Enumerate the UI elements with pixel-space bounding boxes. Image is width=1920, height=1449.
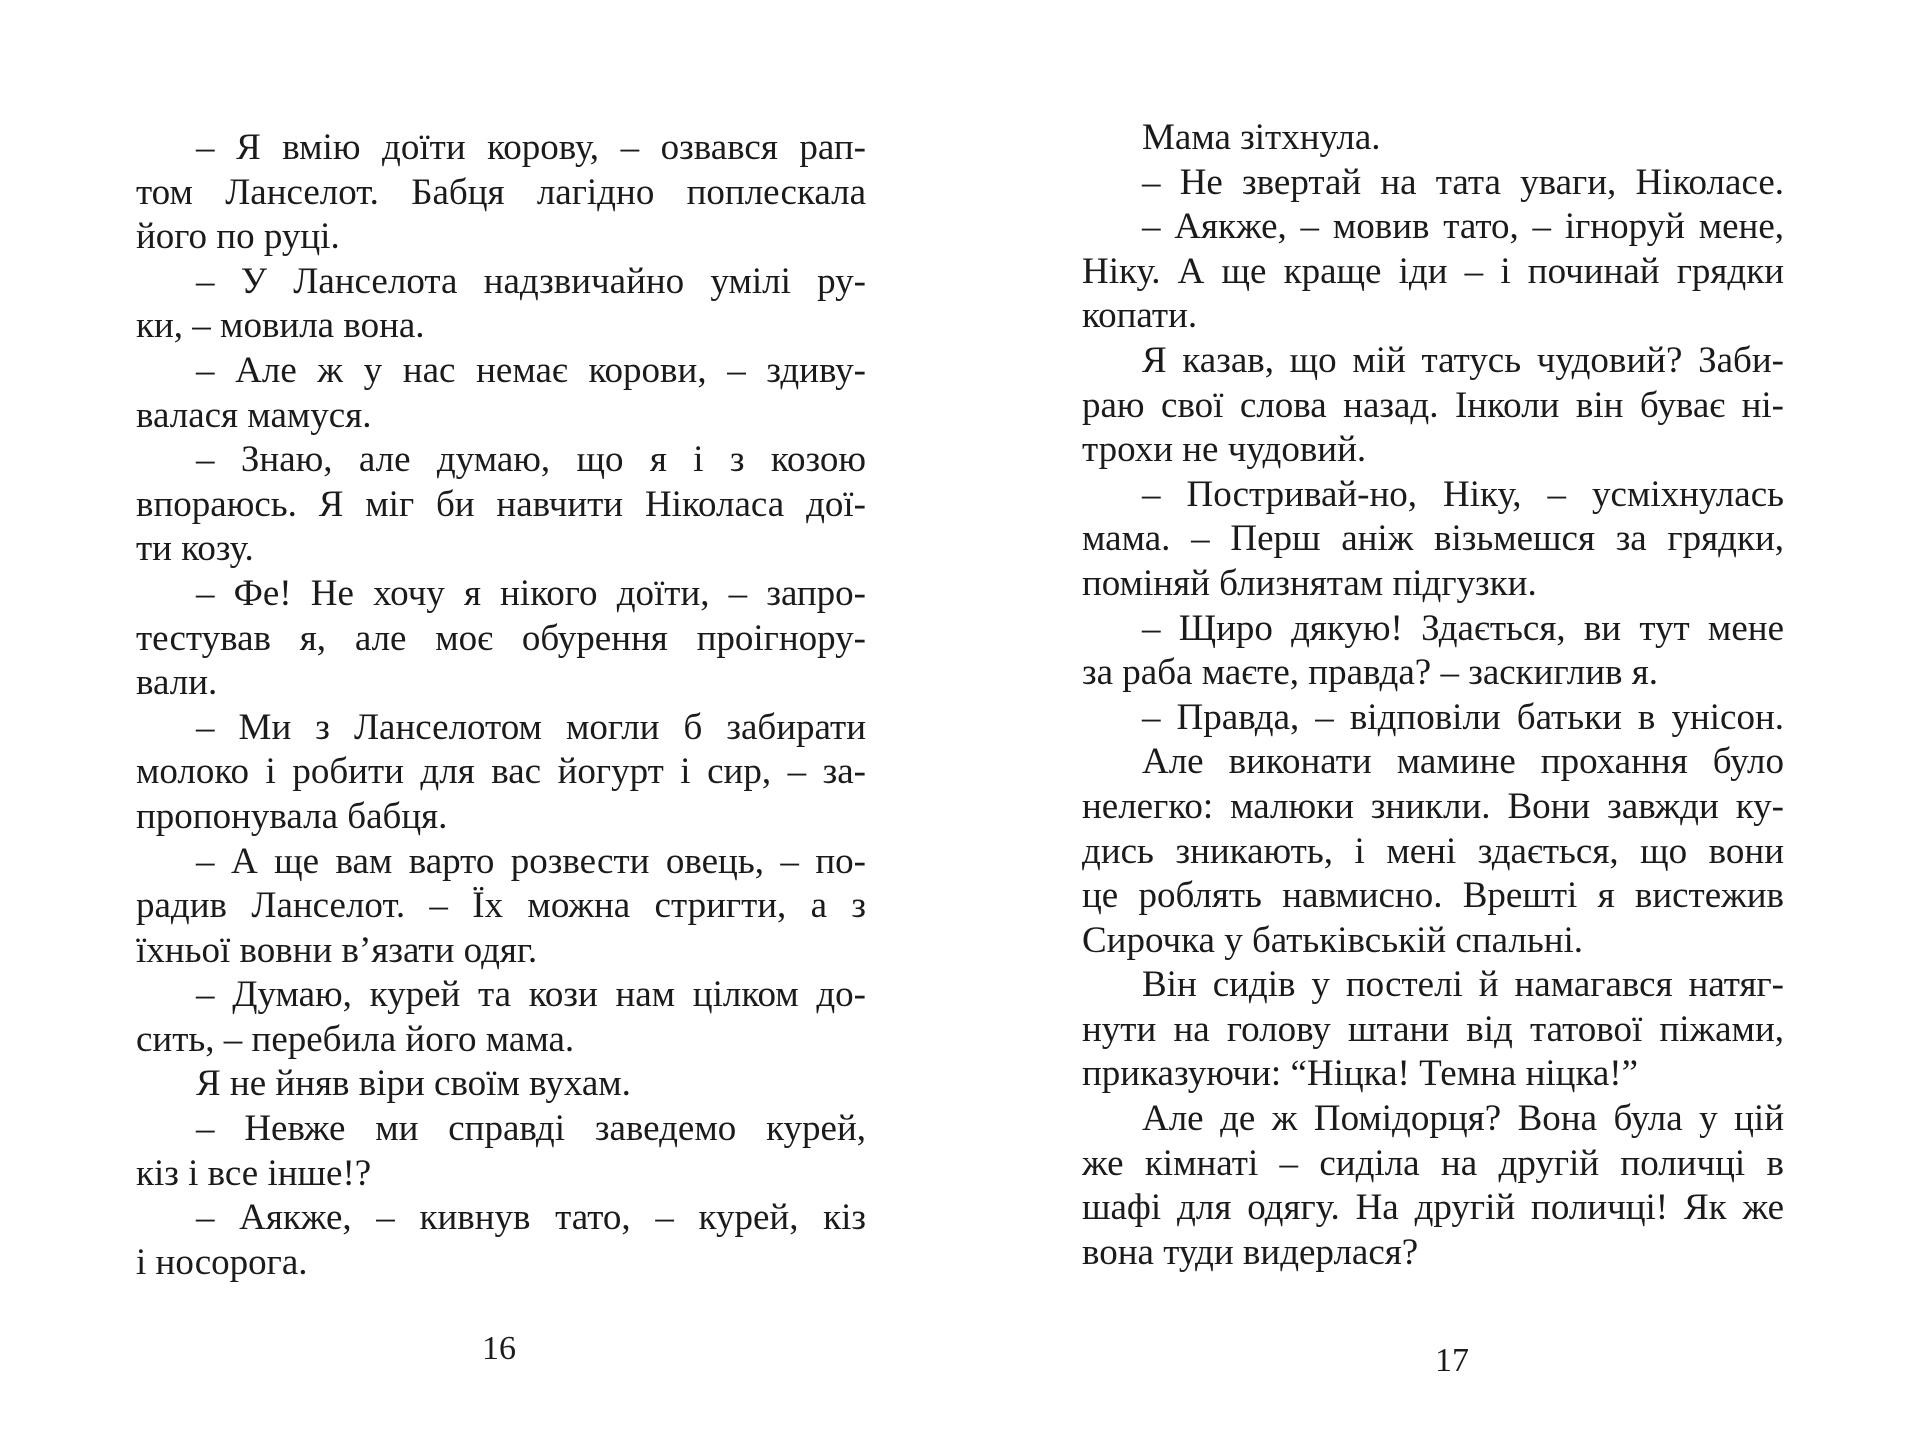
right-page xyxy=(960,0,1920,1449)
text-line: радив Ланселот. – Їх можна стригти, а з xyxy=(136,885,866,927)
text-line: і носорога. xyxy=(136,1241,308,1283)
text-line: копати. xyxy=(1082,295,1198,337)
text-line: трохи не чудовий. xyxy=(1082,429,1367,471)
text-line: його по руці. xyxy=(136,216,340,258)
text-line: Він сидів у постелі й намагався натяг- xyxy=(1142,964,1784,1006)
text-line: – Невже ми справді заведемо курей, xyxy=(196,1108,866,1150)
text-line: впораюсь. Я міг би навчити Ніколаса доï- xyxy=(136,483,866,525)
text-line: за раба маєте, правда? – заскиглив я. xyxy=(1082,652,1658,694)
text-line: же кімнаті – сиділа на другій поличці в xyxy=(1082,1142,1784,1184)
text-line: мама. – Перш аніж візьмешся за грядки, xyxy=(1082,518,1784,560)
text-line: Але де ж Помідорця? Вона була у цій xyxy=(1142,1098,1784,1140)
page-number: 17 xyxy=(1435,1342,1469,1379)
text-line: – Аякже, – мовив тато, – ігноруй мене, xyxy=(1142,206,1784,248)
text-line: – Постривай-но, Ніку, – усміхнулась xyxy=(1142,473,1784,515)
text-line: тестував я, але моє обурення проігнору- xyxy=(136,617,866,659)
text-line: Я не йняв віри своїм вухам. xyxy=(196,1063,631,1105)
text-line: кіз і все інше!? xyxy=(136,1152,372,1194)
text-line: – Фе! Не хочу я нікого доїти, – запро- xyxy=(196,572,866,614)
text-line: нути на голову штани від татової піжами, xyxy=(1082,1008,1784,1050)
text-line: Я казав, що мій татусь чудовий? Заби- xyxy=(1142,339,1784,381)
text-line: – Не звертай на тата уваги, Ніколасе. xyxy=(1142,161,1784,203)
text-line: ки, – мовила вона. xyxy=(136,305,425,347)
text-line: ти козу. xyxy=(136,528,254,570)
text-line: – Я вмію доїти корову, – озвався рап- xyxy=(196,127,866,168)
text-line: шафі для одягу. На другій поличці! Як же xyxy=(1082,1187,1784,1229)
right-page-text xyxy=(1082,116,1784,1275)
text-line: валася мамуся. xyxy=(136,394,372,436)
text-line: молоко і робити для вас йогурт і сир, – за- xyxy=(136,751,866,793)
text-line: їхньої вовни в’язати одяг. xyxy=(136,929,538,971)
text-line: це роблять навмисно. Врешті я вистежив xyxy=(1082,875,1784,917)
text-line: вона туди видерлася? xyxy=(1082,1231,1419,1273)
text-line: – Ми з Ланселотом могли б забирати xyxy=(196,706,866,748)
text-line: сить, – перебила його мама. xyxy=(136,1018,575,1060)
text-line: – Думаю, курей та кози нам цілком до- xyxy=(196,974,866,1016)
text-line: дись зникають, і мені здається, що вони xyxy=(1082,830,1784,872)
text-line: – Аякже, – кивнув тато, – курей, кіз xyxy=(196,1197,866,1239)
text-line: Мама зітхнула. xyxy=(1142,117,1381,158)
text-line: том Ланселот. Бабця лагідно поплескала xyxy=(136,171,866,213)
text-line: раю свої слова назад. Інколи він буває ні- xyxy=(1082,384,1784,426)
text-line: приказуючи: “Ніцка! Темна ніцка!” xyxy=(1082,1053,1639,1095)
text-line: – Щиро дякую! Здається, ви тут мене xyxy=(1142,607,1784,649)
text-line: Сирочка у батьківській спальні. xyxy=(1082,919,1584,961)
text-line: Але виконати мамине прохання було xyxy=(1142,741,1784,783)
text-line: – Правда, – відповіли батьки в унісон. xyxy=(1142,696,1784,738)
text-line: пропонувала бабця. xyxy=(136,795,448,837)
text-line: – У Ланселота надзвичайно умілі ру- xyxy=(196,260,866,302)
text-line: нелегко: малюки зникли. Вони завжди ку- xyxy=(1082,785,1784,827)
text-line: – Але ж у нас немає корови, – здиву- xyxy=(196,349,866,391)
text-line: Ніку. А ще краще іди – і починай грядки xyxy=(1082,250,1784,292)
text-line: – Знаю, але думаю, що я і з козою xyxy=(196,439,866,481)
text-line: вали. xyxy=(136,662,218,704)
page-number: 16 xyxy=(482,1330,516,1367)
left-page-text xyxy=(136,126,866,1285)
text-line: – А ще вам варто розвести овець, – по- xyxy=(196,840,866,882)
text-line: поміняй близнятам підгузки. xyxy=(1082,562,1537,604)
